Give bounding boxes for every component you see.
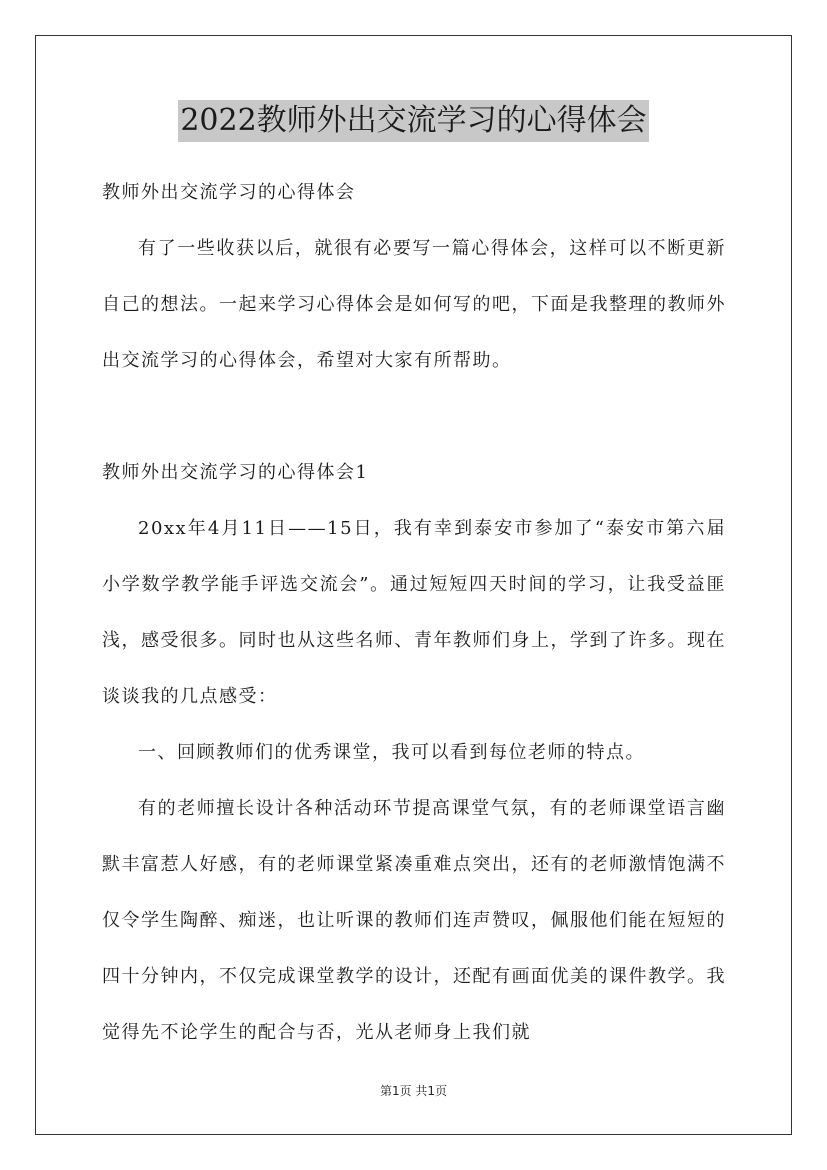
intro-paragraph: 有了一些收获以后，就很有必要写一篇心得体会，这样可以不断更新自己的想法。一起来学习心得体会是如何写的吧，下面是我整理的教师外出交流学习的心得体会，希望对大家有所帮助。 (102, 238, 726, 371)
page-number: 第1页 共1页 (379, 1084, 448, 1098)
body-paragraph: 有的老师擅长设计各种活动环节提高课堂气氛，有的老师课堂语言幽默丰富惹人好感，有的老师课堂紧凑重难点突出，还有的老师激情饱满不仅令学生陶醉、痴迷，也让听课的教师们连声赞叹，佩服他们能在短短的四十分钟内，不仅完成课堂教学的设计，还配有画面优美的课件教学。我觉得先不论学生的配合与否，光从老师身上我们就 (102, 798, 726, 1043)
body-paragraph: 一、回顾教师们的优秀课堂，我可以看到每位老师的特点。 (138, 742, 645, 763)
document-title: 2022教师外出交流学习的心得体会 (178, 100, 648, 142)
body-paragraph: 20xx年4月11日——15日，我有幸到泰安市参加了“泰安市第六届小学数学教学能手评选交流会”。通过短短四天时间的学习，让我受益匪浅，感受很多。同时也从这些名师、青年教师们身上，学到了许多。现在谈谈我的几点感受： (102, 518, 726, 707)
title-block (0, 100, 827, 142)
document-body (102, 165, 726, 1061)
spacer (102, 389, 726, 445)
document-subtitle: 教师外出交流学习的心得体会 (102, 182, 356, 203)
section-heading: 教师外出交流学习的心得体会1 (102, 462, 369, 483)
